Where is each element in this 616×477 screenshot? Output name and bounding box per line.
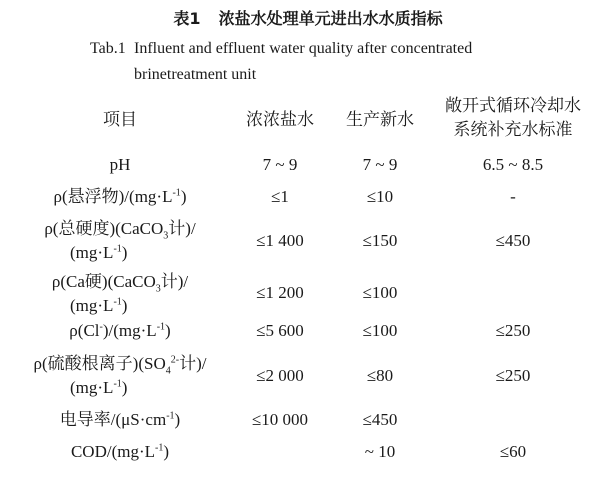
cell-ss-produced: ≤10 <box>366 187 394 206</box>
row-label-cod: COD/$(mg\cdot L^{-1})$ <box>70 442 170 461</box>
header-concentrated: 浓浓盐水 <box>246 110 314 129</box>
caption-en-label: Tab.1 <box>90 40 126 57</box>
row-label-chloride: $\rho(Cl^-)/(mg\cdot L^{-1})$ <box>69 321 171 340</box>
header-produced: 生产新水 <box>346 110 414 129</box>
cell-cl-produced: ≤100 <box>362 321 398 340</box>
header-standard-line1: 敞开式循环冷却水 <box>445 96 581 115</box>
cell-ss-standard: - <box>510 187 516 206</box>
header-item: 项目 <box>103 110 137 129</box>
header-standard <box>430 94 596 142</box>
cell-cod-produced: ~ 10 <box>364 442 396 461</box>
row-label-suspended-solids: ρ(悬浮物)$/(mg\cdot L^{-1})$ <box>53 187 187 206</box>
cell-sulfate-produced: ≤80 <box>366 366 394 385</box>
cell-sulfate-standard: ≤250 <box>495 366 531 385</box>
caption-cn-title: 浓盐水处理单元进出水水质指标 <box>218 9 443 28</box>
caption-en-line1: Influent and effluent water quality after concentrated <box>134 40 473 57</box>
cell-cl-concentrated: ≤5 600 <box>256 321 304 340</box>
caption-en-line2: brinetreatment unit <box>134 66 257 83</box>
cell-ca-produced: ≤100 <box>362 283 398 302</box>
row-label-ph: pH <box>109 155 131 174</box>
header-standard-line2: 系统补充水标准 <box>453 120 573 139</box>
cell-ss-concentrated: ≤1 <box>271 187 289 206</box>
cell-sulfate-concentrated: ≤2 000 <box>256 366 304 385</box>
table-caption-en <box>90 36 560 88</box>
cell-ca-concentrated: ≤1 200 <box>256 283 304 302</box>
cell-ph-produced: 7 ~ 9 <box>362 155 398 174</box>
cell-hardness-concentrated: ≤1 400 <box>256 231 304 250</box>
row-label-sulfate: ρ(硫酸根离子)($SO_4^{2-}$计)/ $(mg\cdot L^{-1})$ <box>33 354 207 397</box>
cell-hardness-produced: ≤150 <box>362 231 398 250</box>
row-label-ca-hardness: ρ(Ca硬)(CaCO$_3$计)/ $(mg\cdot L^{-1})$ <box>51 272 189 315</box>
cell-conductivity-produced: ≤450 <box>362 410 398 429</box>
cell-cod-standard: ≤60 <box>499 442 527 461</box>
cell-cl-standard: ≤250 <box>495 321 531 340</box>
row-label-conductivity: 电导率$/(\mu S\cdot cm^{-1})$ <box>59 410 181 429</box>
cell-ph-concentrated: 7 ~ 9 <box>262 155 298 174</box>
cell-conductivity-concentrated: ≤10 000 <box>251 410 309 429</box>
cell-ph-standard: 6.5 ~ 8.5 <box>482 155 544 174</box>
cell-hardness-standard: ≤450 <box>495 231 531 250</box>
row-label-total-hardness: ρ(总硬度)(CaCO$_3$计)/ $(mg\cdot L^{-1})$ <box>44 219 196 262</box>
table-caption-cn <box>0 6 616 29</box>
caption-cn-label: 表1 <box>173 9 201 28</box>
